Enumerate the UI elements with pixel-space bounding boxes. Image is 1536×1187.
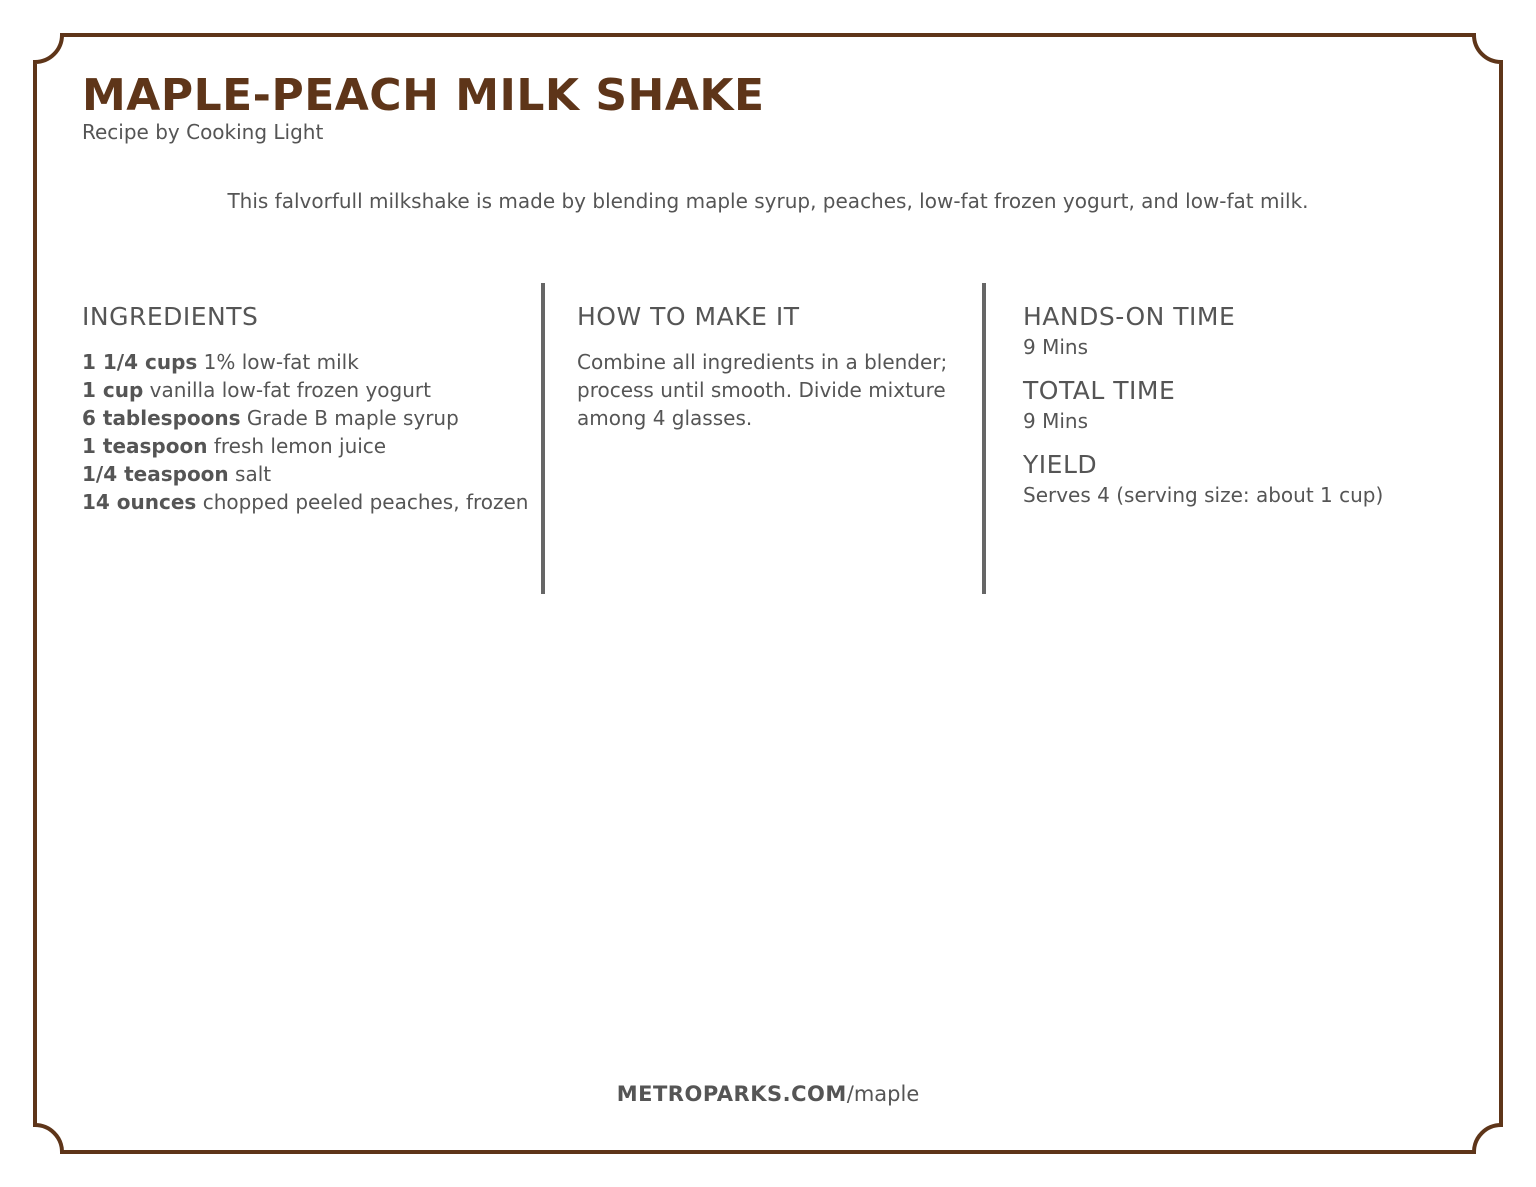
yield-value: Serves 4 (serving size: about 1 cup)	[1023, 483, 1384, 507]
ingredient-item	[82, 376, 532, 404]
method-section	[577, 300, 967, 432]
ingredients-section	[82, 300, 532, 516]
total-time-value: 9 Mins	[1023, 409, 1088, 433]
hands-on-time-value: 9 Mins	[1023, 335, 1088, 359]
ingredient-amount: 1 1/4 cups	[82, 350, 198, 374]
hands-on-time-label: HANDS-ON TIME	[1023, 302, 1236, 331]
hands-on-time-block	[1023, 300, 1483, 360]
yield-label: YIELD	[1023, 450, 1098, 479]
total-time-block	[1023, 374, 1483, 434]
ingredients-list	[82, 348, 532, 516]
ingredient-name: fresh lemon juice	[213, 434, 387, 458]
ingredient-name: salt	[235, 462, 272, 486]
ingredient-item	[82, 348, 532, 376]
ingredient-name: 1% low-fat milk	[203, 350, 359, 374]
recipe-byline: Recipe by Cooking Light	[82, 120, 324, 144]
footer-domain: METROPARKS.COM	[616, 1082, 847, 1106]
ingredient-amount: 6 tablespoons	[82, 406, 241, 430]
yield-block	[1023, 448, 1483, 508]
ingredient-name: Grade B maple syrup	[246, 406, 459, 430]
ingredient-amount: 1 cup	[82, 378, 144, 402]
ingredient-amount: 1/4 teaspoon	[82, 462, 229, 486]
method-text: Combine all ingredients in a blender; process until smooth. Divide mixture among 4 glasses.	[577, 350, 948, 430]
recipe-info-section	[1023, 300, 1483, 522]
ingredient-item	[82, 488, 532, 516]
ingredients-heading: INGREDIENTS	[82, 302, 259, 331]
column-divider	[541, 283, 545, 594]
recipe-title: MAPLE-PEACH MILK SHAKE	[82, 70, 765, 121]
method-heading: HOW TO MAKE IT	[577, 302, 800, 331]
ingredient-item	[82, 432, 532, 460]
ingredient-name: chopped peeled peaches, frozen	[202, 490, 529, 514]
ingredient-amount: 1 teaspoon	[82, 434, 208, 458]
footer-url[interactable]	[0, 1080, 1536, 1108]
total-time-label: TOTAL TIME	[1023, 376, 1176, 405]
recipe-description: This falvorfull milkshake is made by blending maple syrup, peaches, low-fat frozen yogurt, and low-fat milk.	[227, 189, 1309, 213]
ingredient-name: vanilla low-fat frozen yogurt	[149, 378, 431, 402]
ingredient-item	[82, 404, 532, 432]
ingredient-item	[82, 460, 532, 488]
column-divider	[982, 283, 986, 594]
footer-path: /maple	[846, 1082, 920, 1106]
ingredient-amount: 14 ounces	[82, 490, 197, 514]
